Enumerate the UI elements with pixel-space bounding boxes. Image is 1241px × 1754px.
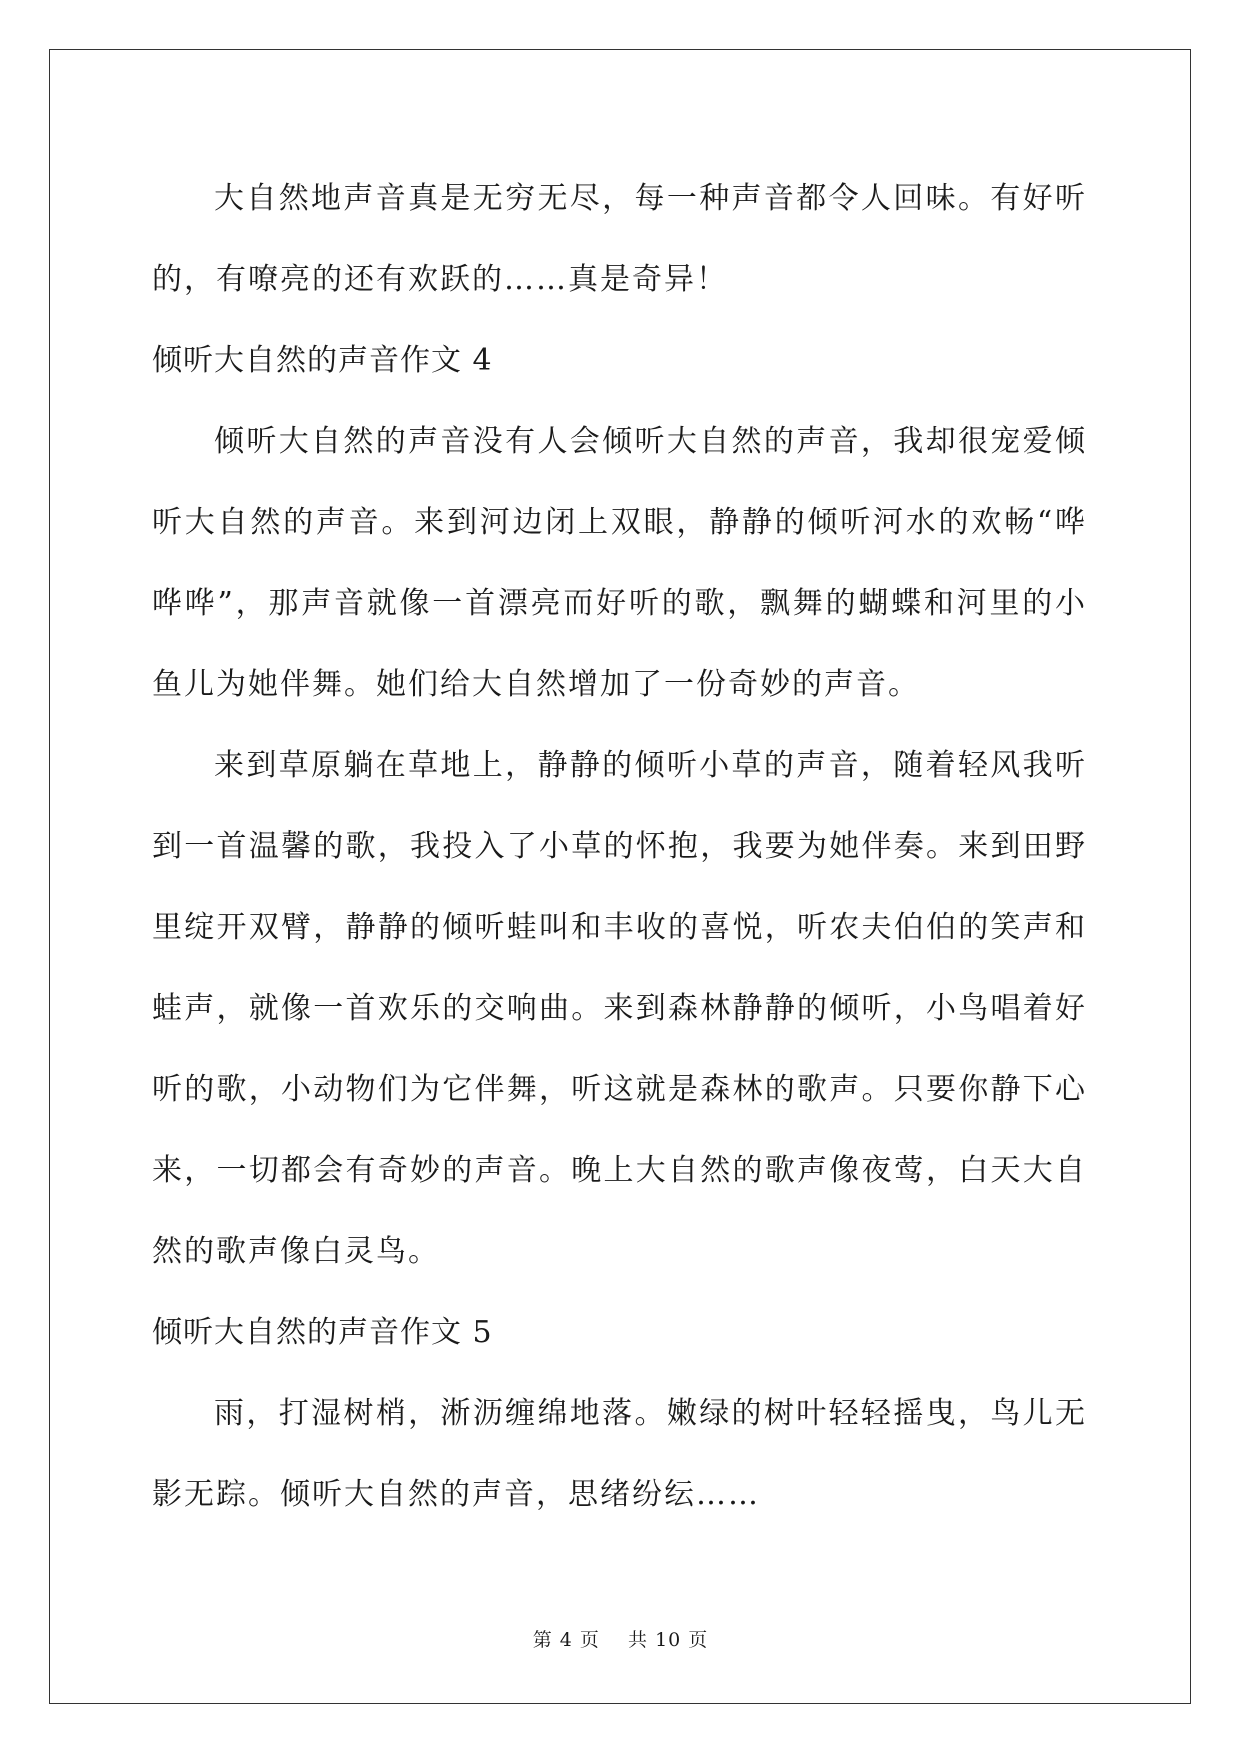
- page-footer: [0, 1625, 1241, 1652]
- paragraph: 雨，打湿树梢，淅沥缠绵地落。嫩绿的树叶轻轻摇曳，鸟儿无影无踪。倾听大自然的声音，思绪纷纭……: [152, 1396, 1087, 1512]
- paragraph: 倾听大自然的声音没有人会倾听大自然的声音，我却很宠爱倾听大自然的声音。来到河边闭上双眼，静静的倾听河水的欢畅“哗哗哗”，那声音就像一首漂亮而好听的歌，飘舞的蝴蝶和河里的小鱼儿为她伴舞。她们给大自然增加了一份奇妙的声音。: [152, 424, 1087, 702]
- page-number: 第 4 页: [532, 1629, 600, 1651]
- page-total: 共 10 页: [628, 1629, 709, 1651]
- document-body: [152, 158, 1087, 1535]
- section-heading: 倾听大自然的声音作文 4: [152, 343, 493, 378]
- section-heading: 倾听大自然的声音作文 5: [152, 1315, 493, 1350]
- paragraph: 来到草原躺在草地上，静静的倾听小草的声音，随着轻风我听到一首温馨的歌，我投入了小草的怀抱，我要为她伴奏。来到田野里绽开双臂，静静的倾听蛙叫和丰收的喜悦，听农夫伯伯的笑声和蛙声，就像一首欢乐的交响曲。来到森林静静的倾听，小鸟唱着好听的歌，小动物们为它伴舞，听这就是森林的歌声。只要你静下心来，一切都会有奇妙的声音。晚上大自然的歌声像夜莺，白天大自然的歌声像白灵鸟。: [152, 748, 1087, 1269]
- paragraph: 大自然地声音真是无穷无尽，每一种声音都令人回味。有好听的，有嘹亮的还有欢跃的……真是奇异！: [152, 181, 1087, 297]
